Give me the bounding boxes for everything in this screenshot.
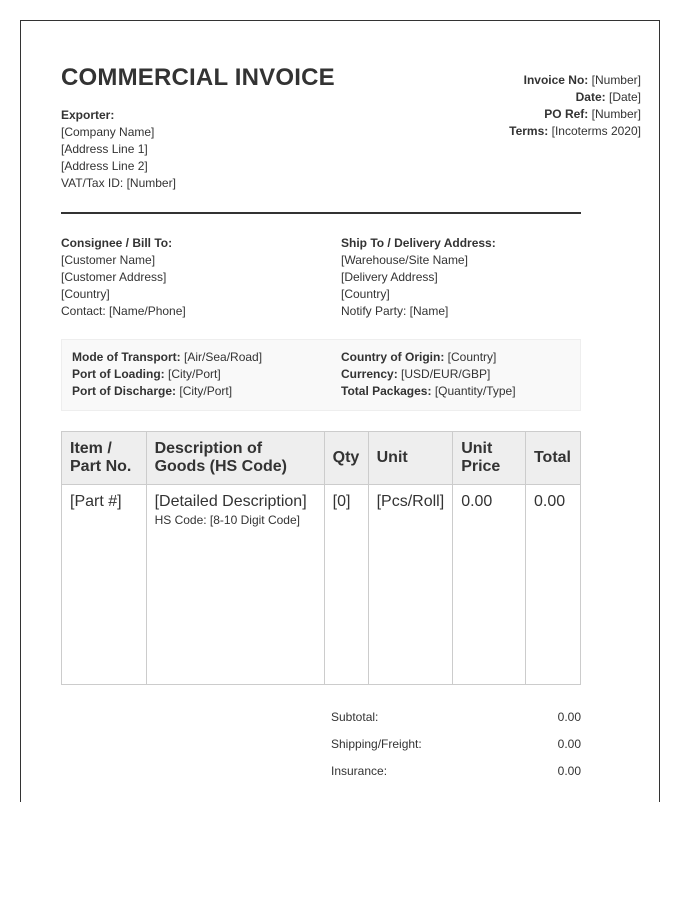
cell-description bbox=[146, 485, 324, 685]
consignee-label: Consignee / Bill To: bbox=[61, 236, 173, 250]
table-row bbox=[62, 485, 581, 685]
subtotal-row bbox=[331, 710, 581, 737]
exporter-company: [Company Name] bbox=[61, 125, 155, 139]
ship-to-site: [Warehouse/Site Name] bbox=[341, 253, 468, 267]
cell-unit-price: 0.00 bbox=[453, 485, 526, 685]
shipping-info-left bbox=[72, 349, 262, 400]
port-of-discharge: Port of Discharge: [City/Port] bbox=[72, 384, 233, 398]
ship-to-address: [Delivery Address] bbox=[341, 270, 438, 284]
table-header-row bbox=[62, 432, 581, 485]
cell-qty: [0] bbox=[324, 485, 368, 685]
total-packages: Total Packages: [Quantity/Type] bbox=[341, 384, 516, 398]
header-item-part-no: Item / Part No. bbox=[62, 432, 147, 485]
header-unit-price: Unit Price bbox=[453, 432, 526, 485]
shipping-label: Shipping/Freight: bbox=[331, 737, 422, 751]
invoice-meta bbox=[509, 72, 641, 140]
cell-unit: [Pcs/Roll] bbox=[368, 485, 453, 685]
ship-to-country: [Country] bbox=[341, 287, 390, 301]
currency: Currency: [USD/EUR/GBP] bbox=[341, 367, 491, 381]
meta-date: Date: [Date] bbox=[575, 90, 641, 104]
header-total: Total bbox=[525, 432, 580, 485]
insurance-label: Insurance: bbox=[331, 764, 388, 778]
description-text: [Detailed Description] bbox=[154, 493, 307, 510]
totals-block bbox=[331, 710, 581, 791]
meta-invoice-no: Invoice No: [Number] bbox=[523, 73, 641, 87]
meta-po-ref: PO Ref: [Number] bbox=[544, 107, 641, 121]
consignee-name: [Customer Name] bbox=[61, 253, 156, 267]
cell-part-no: [Part #] bbox=[62, 485, 147, 685]
insurance-row bbox=[331, 764, 581, 791]
ship-to-notify: Notify Party: [Name] bbox=[341, 304, 449, 318]
hs-code-text: HS Code: [8-10 Digit Code] bbox=[154, 513, 300, 527]
mode-of-transport: Mode of Transport: [Air/Sea/Road] bbox=[72, 350, 263, 364]
subtotal-label: Subtotal: bbox=[331, 710, 379, 724]
ship-to-block bbox=[341, 235, 496, 320]
consignee-block bbox=[61, 235, 186, 320]
meta-terms: Terms: [Incoterms 2020] bbox=[509, 124, 641, 138]
shipping-info-right bbox=[341, 349, 516, 400]
port-of-loading: Port of Loading: [City/Port] bbox=[72, 367, 221, 381]
header-divider bbox=[61, 212, 581, 214]
exporter-label: Exporter: bbox=[61, 108, 115, 122]
consignee-address: [Customer Address] bbox=[61, 270, 167, 284]
exporter-address-2: [Address Line 2] bbox=[61, 159, 148, 173]
consignee-contact: Contact: [Name/Phone] bbox=[61, 304, 186, 318]
shipping-row bbox=[331, 737, 581, 764]
shipping-info-box bbox=[61, 339, 581, 411]
consignee-country: [Country] bbox=[61, 287, 110, 301]
header-description: Description of Goods (HS Code) bbox=[146, 432, 324, 485]
cell-total: 0.00 bbox=[525, 485, 580, 685]
ship-to-label: Ship To / Delivery Address: bbox=[341, 236, 496, 250]
header-unit: Unit bbox=[368, 432, 453, 485]
header-qty: Qty bbox=[324, 432, 368, 485]
country-of-origin: Country of Origin: [Country] bbox=[341, 350, 497, 364]
invoice-title: COMMERCIAL INVOICE bbox=[61, 64, 335, 91]
line-items-table bbox=[61, 431, 581, 685]
subtotal-value: 0.00 bbox=[557, 710, 581, 724]
insurance-value: 0.00 bbox=[557, 764, 581, 778]
exporter-address-1: [Address Line 1] bbox=[61, 142, 148, 156]
shipping-value: 0.00 bbox=[557, 737, 581, 751]
exporter-block bbox=[61, 107, 176, 192]
exporter-vat: VAT/Tax ID: [Number] bbox=[61, 176, 176, 190]
